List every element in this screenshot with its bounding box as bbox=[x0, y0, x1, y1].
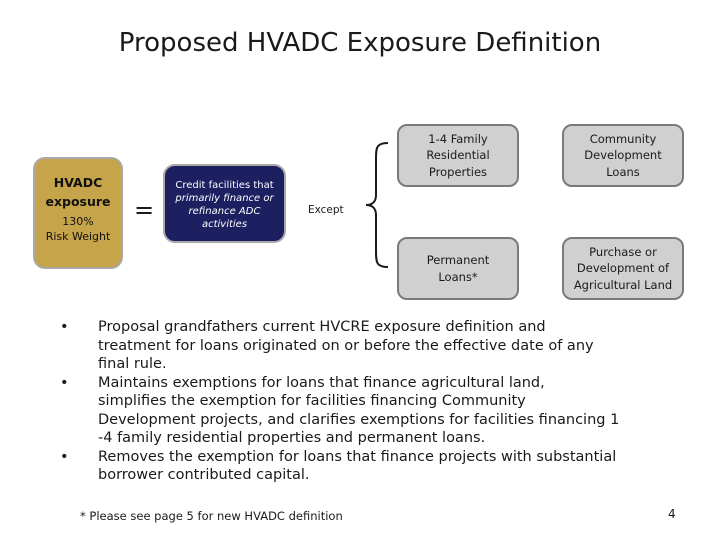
risk-weight-value: 130% bbox=[62, 215, 94, 228]
bullet-marker: • bbox=[60, 319, 69, 335]
bullet-item bbox=[60, 448, 660, 485]
exposure-label: exposure bbox=[45, 194, 111, 209]
bullet-line: -4 family residential properties and permanent loans. bbox=[98, 430, 486, 446]
risk-weight-label: Risk Weight bbox=[45, 230, 111, 243]
bullet-marker: • bbox=[60, 448, 69, 465]
exemption-line: 1-4 Family bbox=[428, 131, 488, 146]
exemption-line: Agricultural Land bbox=[573, 277, 673, 292]
hvadc-label: HVADC bbox=[53, 175, 103, 190]
exemption-line: Residential bbox=[426, 148, 490, 163]
exemption-line: Development of bbox=[576, 261, 670, 276]
definition-line-3: refinance ADC bbox=[188, 206, 261, 217]
exemption-line: Purchase or bbox=[589, 244, 657, 259]
bullet-line: treatment for loans originated on or before the effective date of any bbox=[98, 337, 594, 354]
exemption-line: Properties bbox=[428, 164, 488, 179]
exemption-agricultural-land bbox=[562, 237, 684, 300]
except-label: Except bbox=[308, 204, 344, 216]
exemption-1-4-family bbox=[397, 124, 519, 187]
exemption-permanent-loans bbox=[397, 237, 519, 300]
bullet-line: final rule. bbox=[98, 356, 167, 372]
exemption-line: Loans* bbox=[438, 269, 478, 284]
bullet-line: simplifies the exemption for facilities financing Community bbox=[98, 393, 526, 409]
definition-line-1: Credit facilities that bbox=[175, 180, 274, 191]
exemption-line: Development bbox=[584, 148, 662, 163]
bullet-line: borrower contributed capital. bbox=[98, 467, 310, 483]
definition-line-4: activities bbox=[201, 219, 248, 230]
exemption-community-development bbox=[562, 124, 684, 187]
footnote: * Please see page 5 for new HVADC definition bbox=[80, 509, 343, 523]
curly-brace-icon bbox=[362, 140, 392, 270]
exemption-line: Permanent bbox=[426, 253, 490, 267]
bullet-line: Maintains exemptions for loans that finance agricultural land, bbox=[98, 374, 545, 391]
exemption-line: Loans bbox=[606, 164, 640, 179]
bullet-list bbox=[60, 318, 660, 485]
bullet-item bbox=[60, 318, 660, 374]
equals-sign: = bbox=[134, 196, 155, 224]
bullet-line: Proposal grandfathers current HVCRE exposure definition and bbox=[98, 319, 546, 335]
bullet-line: Development projects, and clarifies exemptions for facilities financing 1 bbox=[98, 411, 620, 428]
bullet-marker: • bbox=[60, 374, 69, 391]
definition-box bbox=[163, 164, 286, 243]
page-number: 4 bbox=[668, 507, 676, 521]
bullet-item bbox=[60, 374, 660, 448]
definition-line-2: primarily finance or bbox=[175, 193, 274, 204]
exemption-line: Community bbox=[589, 131, 657, 146]
page-title: Proposed HVADC Exposure Definition bbox=[118, 28, 602, 58]
hvadc-exposure-box bbox=[33, 157, 123, 269]
bullet-line: Removes the exemption for loans that finance projects with substantial bbox=[98, 448, 617, 465]
